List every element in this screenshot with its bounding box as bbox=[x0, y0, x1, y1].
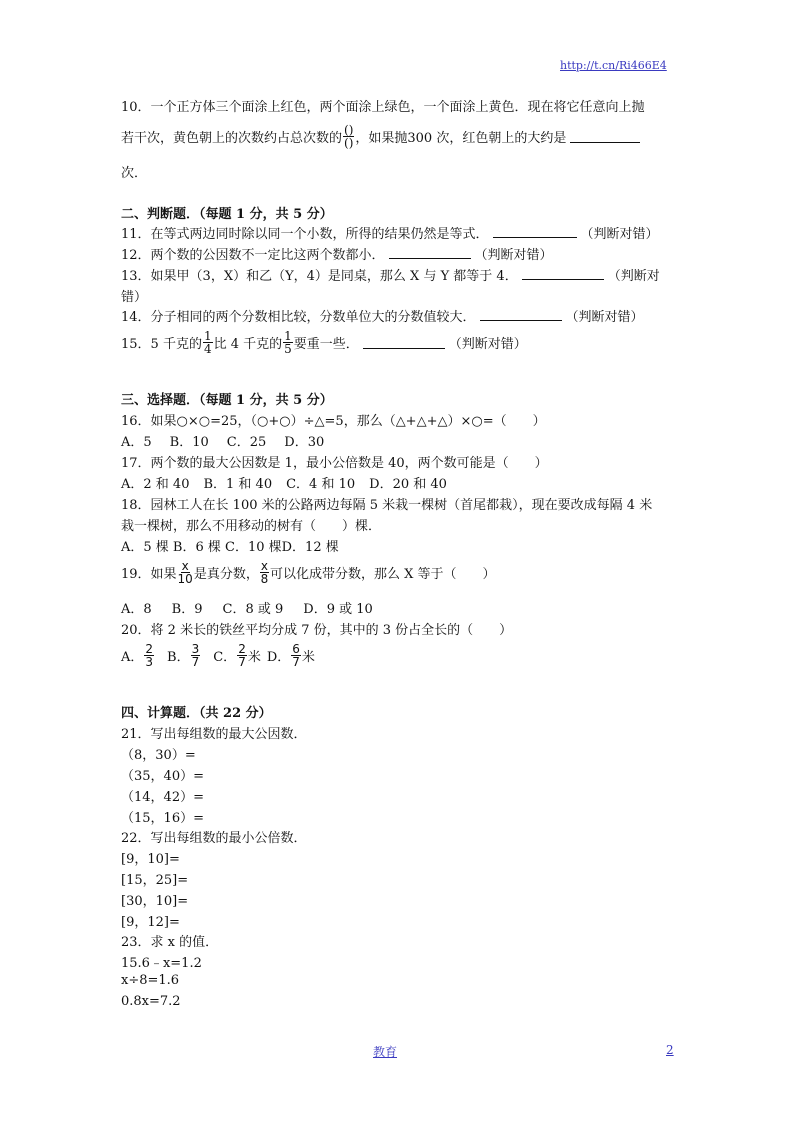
q18-options[interactable]: A．5 棵 B．6 棵 C．10 棵D．12 棵 bbox=[121, 540, 339, 555]
q13-tag: （判断对 bbox=[607, 269, 660, 284]
q20-a-label: A． bbox=[121, 650, 144, 665]
q20-c-num: 2 bbox=[238, 642, 246, 656]
q17-option-a[interactable]: A．2 和 40 bbox=[121, 477, 190, 492]
q20-d-label: D． bbox=[266, 650, 291, 665]
q12 bbox=[121, 244, 553, 263]
q10-line3: 次． bbox=[121, 166, 148, 181]
q21-item-2: （35，40）= bbox=[121, 769, 204, 784]
q16-option-b[interactable]: B．10 bbox=[169, 435, 209, 450]
q15-c: 要重一些． bbox=[293, 337, 359, 352]
q10-line2-a: 若干次，黄色朝上的次数约占总次数的 bbox=[121, 131, 343, 146]
q10-frac-num: () bbox=[344, 123, 354, 137]
q12-answer-blank[interactable] bbox=[389, 246, 471, 259]
q20: 20．将 2 米长的铁丝平均分成 7 份，其中的 3 份占全长的（ ） bbox=[121, 623, 513, 638]
q20-a-num: 2 bbox=[145, 642, 154, 656]
q21-item-4: （15，16）= bbox=[121, 811, 204, 826]
q19-option-a[interactable]: A．8 bbox=[121, 602, 152, 617]
q19-frac2 bbox=[260, 560, 269, 585]
q19-frac1-den: 10 bbox=[177, 572, 193, 586]
section2-title: 二、判断题．（每题 1 分，共 5 分） bbox=[121, 207, 333, 222]
q22-item-4: [9，12]= bbox=[121, 915, 180, 930]
q11-answer-blank[interactable] bbox=[493, 225, 577, 238]
q15 bbox=[121, 330, 527, 355]
q12-text: 12．两个数的公因数不一定比这两个数都小． bbox=[121, 248, 385, 263]
q19-options bbox=[121, 598, 373, 617]
q17: 17．两个数的最大公因数是 1，最小公倍数是 40，两个数可能是（ ） bbox=[121, 456, 548, 471]
q15-frac1-den: 4 bbox=[203, 342, 212, 356]
q16-option-d[interactable]: D．30 bbox=[284, 435, 325, 450]
q15-b: 比 4 千克的 bbox=[213, 337, 283, 352]
q10-line2 bbox=[121, 124, 644, 149]
q16: 16．如果○×○=25，（○+○）÷△=5，那么（△+△+△）×○=（ ） bbox=[121, 414, 546, 429]
q22-item-1: [9，10]= bbox=[121, 852, 180, 867]
q20-d-den: 7 bbox=[292, 655, 300, 669]
q16-options bbox=[121, 431, 324, 450]
q10-line1: 10．一个正方体三个面涂上红色，两个面涂上绿色，一个面涂上黄色．现在将它任意向上抛 bbox=[121, 100, 645, 115]
q20-a-frac bbox=[144, 643, 154, 668]
q19-c: 可以化成带分数，那么 X 等于（ ） bbox=[269, 567, 496, 582]
q14-tag: （判断对错） bbox=[565, 310, 644, 325]
q23-item-2: x÷8=1.6 bbox=[121, 973, 180, 988]
q20-d-num: 6 bbox=[292, 642, 300, 656]
q17-options bbox=[121, 473, 447, 492]
q10-fraction bbox=[343, 124, 354, 149]
q19-frac2-den: 8 bbox=[260, 572, 269, 586]
q21-item-1: （8，30）= bbox=[121, 748, 196, 763]
q17-option-c[interactable]: C．4 和 10 bbox=[286, 477, 356, 492]
q15-frac2-den: 5 bbox=[284, 342, 292, 356]
q20-c-unit: 米 bbox=[247, 650, 261, 665]
page-number: 2 bbox=[666, 1043, 674, 1057]
q11-text: 11．在等式两边同时除以同一个小数，所得的结果仍然是等式． bbox=[121, 227, 489, 242]
q15-answer-blank[interactable] bbox=[363, 336, 445, 349]
q17-option-d[interactable]: D．20 和 40 bbox=[369, 477, 447, 492]
q16-option-a[interactable]: A．5 bbox=[121, 435, 152, 450]
q16-option-c[interactable]: C．25 bbox=[226, 435, 267, 450]
q15-frac2-num: 1 bbox=[284, 329, 292, 343]
q20-option-a[interactable] bbox=[121, 643, 155, 668]
q10-line2-b: ，如果抛300 次，红色朝上的大约是 bbox=[355, 131, 567, 146]
q20-b-frac bbox=[191, 643, 201, 668]
q23: 23．求 x 的值． bbox=[121, 935, 219, 950]
q20-option-d[interactable] bbox=[267, 643, 315, 668]
q20-c-den: 7 bbox=[238, 655, 246, 669]
q20-option-c[interactable] bbox=[213, 643, 261, 668]
q12-tag: （判断对错） bbox=[474, 248, 553, 263]
q14-text: 14．分子相同的两个分数相比较，分数单位大的分数值较大． bbox=[121, 310, 476, 325]
q19-b: 是真分数， bbox=[193, 567, 259, 582]
q15-a: 15．5 千克的 bbox=[121, 337, 202, 352]
q22-item-3: [30，10]= bbox=[121, 894, 189, 909]
q23-item-1: 15.6﹣x=1.2 bbox=[121, 956, 202, 971]
q19-frac1-num: x bbox=[181, 559, 189, 573]
q19-a: 19．如果 bbox=[121, 567, 177, 582]
q13-answer-blank[interactable] bbox=[522, 267, 604, 280]
q20-c-label: C． bbox=[213, 650, 237, 665]
q13 bbox=[121, 265, 660, 284]
q20-option-b[interactable] bbox=[167, 643, 201, 668]
q20-b-den: 7 bbox=[191, 655, 200, 669]
q18-line2: 栽一棵树，那么不用移动的树有（ ）棵． bbox=[121, 519, 382, 534]
q15-frac2 bbox=[283, 330, 293, 355]
q11-tag: （判断对错） bbox=[580, 227, 659, 242]
q22-item-2: [15，25]= bbox=[121, 873, 189, 888]
q15-frac1-num: 1 bbox=[203, 329, 212, 343]
q20-options bbox=[121, 643, 315, 668]
q13-text: 13．如果甲（3，X）和乙（Y，4）是同桌，那么 X 与 Y 都等于 4． bbox=[121, 269, 518, 284]
q20-c-frac bbox=[237, 643, 247, 668]
q14 bbox=[121, 306, 644, 325]
q13-wrap: 错） bbox=[121, 290, 148, 305]
q19-option-d[interactable]: D．9 或 10 bbox=[303, 602, 373, 617]
q20-d-frac bbox=[291, 643, 301, 668]
footer-center-link[interactable]: 教育 bbox=[373, 1045, 398, 1059]
q17-option-b[interactable]: B．1 和 40 bbox=[203, 477, 273, 492]
q20-a-den: 3 bbox=[145, 655, 154, 669]
q15-tag: （判断对错） bbox=[448, 337, 527, 352]
q10-answer-blank[interactable] bbox=[570, 130, 640, 143]
q21-item-3: （14，42）= bbox=[121, 790, 204, 805]
section3-title: 三、选择题．（每题 1 分，共 5 分） bbox=[121, 393, 333, 408]
q19-frac2-num: x bbox=[260, 559, 268, 573]
q10-frac-den: () bbox=[344, 136, 354, 150]
q19-frac1 bbox=[178, 560, 193, 585]
q14-answer-blank[interactable] bbox=[480, 308, 562, 321]
q15-frac1 bbox=[203, 330, 213, 355]
q19-option-c[interactable]: C．8 或 9 bbox=[222, 602, 284, 617]
section4-title: 四、计算题．（共 22 分） bbox=[121, 706, 272, 721]
q20-b-label: B． bbox=[167, 650, 190, 665]
q22: 22．写出每组数的最小公倍数． bbox=[121, 831, 307, 846]
q19-option-b[interactable]: B．9 bbox=[171, 602, 203, 617]
header-url-link[interactable]: http://t.cn/Ri466E4 bbox=[560, 59, 667, 72]
q19 bbox=[121, 560, 495, 585]
q20-b-num: 3 bbox=[191, 642, 200, 656]
q23-item-3: 0.8x=7.2 bbox=[121, 994, 181, 1009]
q11 bbox=[121, 223, 659, 242]
q20-d-unit: 米 bbox=[301, 650, 315, 665]
q21: 21．写出每组数的最大公因数． bbox=[121, 727, 307, 742]
q18-line1: 18．园林工人在长 100 米的公路两边每隔 5 米栽一棵树（首尾都栽），现在要改成每隔 4 米 bbox=[121, 498, 653, 513]
